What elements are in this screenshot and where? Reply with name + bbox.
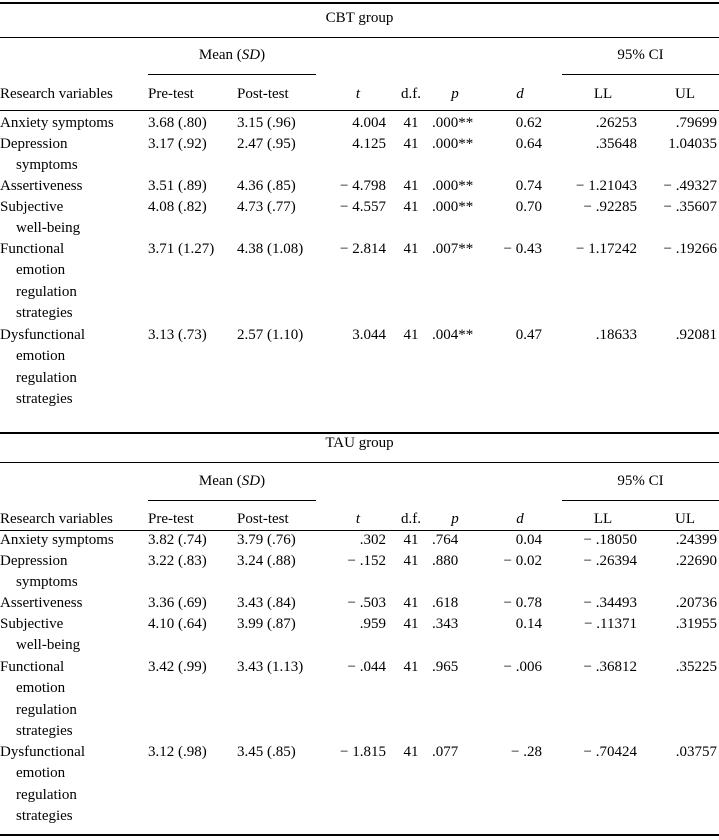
row-variable-label: regulation xyxy=(16,701,77,718)
mean-sd-rule xyxy=(148,500,316,501)
cell-pre: 4.08 (.82) xyxy=(148,199,207,215)
col-header-d: d xyxy=(516,86,524,102)
paren: ( xyxy=(233,47,242,63)
cell-d: 0.74 xyxy=(515,178,542,194)
col-header-post: Post-test xyxy=(237,86,289,102)
col-header-pre: Pre-test xyxy=(148,511,194,527)
row-variable-label: Anxiety symptoms xyxy=(0,115,114,131)
paren: ) xyxy=(260,473,266,489)
col-header-t: t xyxy=(355,86,361,102)
group-title-rule xyxy=(0,37,719,38)
cell-ll: − 1.17242 xyxy=(576,241,637,257)
row-variable-label: well-being xyxy=(16,220,81,237)
cell-ll: .18633 xyxy=(595,327,637,343)
cell-p: .880 xyxy=(432,553,459,569)
cell-df: 41 xyxy=(403,115,419,131)
mean-sd-spanner xyxy=(148,46,316,64)
col-header-ul: UL xyxy=(675,511,695,527)
col-header-ll: LL xyxy=(593,86,613,102)
cell-ul: .20736 xyxy=(675,595,717,611)
row-variable-label: Functional xyxy=(0,659,65,675)
ci-rule xyxy=(562,500,719,501)
cell-t: − .044 xyxy=(347,659,386,675)
cell-ul: − .49327 xyxy=(663,178,717,194)
sd-label: SD xyxy=(241,473,261,489)
cell-ll: − .18050 xyxy=(583,532,637,548)
row-variable-label: well-being xyxy=(16,637,81,654)
row-variable-label: symptoms xyxy=(16,157,78,174)
cell-t: − 4.557 xyxy=(340,199,386,215)
col-header-ul: UL xyxy=(675,86,695,102)
cell-df: 41 xyxy=(403,532,419,548)
cell-post: 3.43 (.84) xyxy=(237,595,296,611)
mean-sd-spanner xyxy=(148,472,316,490)
row-variable-label: symptoms xyxy=(16,574,78,591)
cell-post: 4.38 (1.08) xyxy=(237,241,304,257)
ci-spanner: 95% CI xyxy=(617,47,664,63)
cell-t: 4.004 xyxy=(352,115,386,131)
cell-ll: − .70424 xyxy=(583,744,637,760)
cell-df: 41 xyxy=(403,595,419,611)
row-variable-label: Subjective xyxy=(0,616,64,632)
col-header-df: d.f. xyxy=(401,511,421,527)
cell-df: 41 xyxy=(403,553,419,569)
row-variable-label: Depression xyxy=(0,553,68,569)
cell-d: 0.47 xyxy=(515,327,542,343)
cell-ll: .35648 xyxy=(595,136,637,152)
cell-post: 3.99 (.87) xyxy=(237,616,296,632)
col-header-pre: Pre-test xyxy=(148,86,194,102)
cell-ul: .92081 xyxy=(675,327,717,343)
cell-p: .000** xyxy=(432,178,474,194)
mean-label: Mean xyxy=(198,47,234,63)
cell-post: 2.57 (1.10) xyxy=(237,327,304,343)
cell-pre: 3.51 (.89) xyxy=(148,178,207,194)
row-variable-label: Dysfunctional xyxy=(0,327,85,343)
cell-t: − .503 xyxy=(347,595,386,611)
cell-p: .077 xyxy=(432,744,459,760)
cell-post: 4.73 (.77) xyxy=(237,199,296,215)
col-header-p: p xyxy=(451,511,459,527)
cell-d: 0.14 xyxy=(515,616,542,632)
cell-t: − 2.814 xyxy=(340,241,386,257)
group-title-rule xyxy=(0,462,719,463)
row-variable-label: emotion xyxy=(16,348,66,365)
cell-ul: .22690 xyxy=(675,553,717,569)
cell-p: .000** xyxy=(432,199,474,215)
cell-df: 41 xyxy=(403,327,419,343)
cell-d: − 0.78 xyxy=(503,595,542,611)
cell-t: .302 xyxy=(359,532,386,548)
cell-p: .007** xyxy=(432,241,474,257)
cell-post: 3.45 (.85) xyxy=(237,744,296,760)
cell-ul: − .19266 xyxy=(663,241,717,257)
cell-ll: − .26394 xyxy=(583,553,637,569)
row-variable-label: Assertiveness xyxy=(0,595,83,611)
col-header-post: Post-test xyxy=(237,511,289,527)
row-variable-label: Subjective xyxy=(0,199,64,215)
cell-pre: 3.82 (.74) xyxy=(148,532,207,548)
paren: ( xyxy=(233,473,242,489)
cell-post: 3.24 (.88) xyxy=(237,553,296,569)
cell-d: 0.64 xyxy=(515,136,542,152)
row-variable-label: Depression xyxy=(0,136,68,152)
row-variable-label: regulation xyxy=(16,369,77,386)
cell-p: .343 xyxy=(432,616,459,632)
cell-d: − .006 xyxy=(503,659,542,675)
cell-ul: .24399 xyxy=(675,532,717,548)
cell-pre: 3.22 (.83) xyxy=(148,553,207,569)
header-rule xyxy=(0,110,719,111)
cell-df: 41 xyxy=(403,178,419,194)
cell-ll: − .92285 xyxy=(583,199,637,215)
cell-ul: − .35607 xyxy=(663,199,717,215)
cell-pre: 3.13 (.73) xyxy=(148,327,207,343)
cell-t: − 1.815 xyxy=(340,744,386,760)
cell-post: 3.79 (.76) xyxy=(237,532,296,548)
cell-t: 4.125 xyxy=(352,136,386,152)
row-variable-label: Functional xyxy=(0,241,65,257)
cell-ul: 1.04035 xyxy=(668,136,717,152)
cell-p: .618 xyxy=(432,595,459,611)
cell-d: − 0.43 xyxy=(503,241,542,257)
cell-p: .000** xyxy=(432,115,474,131)
cell-pre: 4.10 (.64) xyxy=(148,616,207,632)
row-variable-label: emotion xyxy=(16,765,66,782)
cell-p: .004** xyxy=(432,327,474,343)
cell-pre: 3.17 (.92) xyxy=(148,136,207,152)
row-variable-label: strategies xyxy=(16,391,73,408)
cell-t: − .152 xyxy=(347,553,386,569)
row-variable-label: strategies xyxy=(16,723,73,740)
group-title: CBT group xyxy=(325,10,394,26)
cell-pre: 3.36 (.69) xyxy=(148,595,207,611)
cell-d: 0.62 xyxy=(515,115,542,131)
cell-ul: .79699 xyxy=(675,115,717,131)
row-variable-label: emotion xyxy=(16,680,66,697)
col-header-df: d.f. xyxy=(401,86,421,102)
row-variable-label: strategies xyxy=(16,305,73,322)
cell-ul: .35225 xyxy=(675,659,717,675)
group-title: TAU group xyxy=(325,435,394,451)
mean-sd-rule xyxy=(148,74,316,75)
col-header-t: t xyxy=(355,511,361,527)
ci-rule xyxy=(562,74,719,75)
cell-pre: 3.68 (.80) xyxy=(148,115,207,131)
row-variable-label: regulation xyxy=(16,283,77,300)
cell-df: 41 xyxy=(403,616,419,632)
cell-p: .764 xyxy=(432,532,459,548)
cell-ll: − .34493 xyxy=(583,595,637,611)
cell-post: 4.36 (.85) xyxy=(237,178,296,194)
cell-pre: 3.42 (.99) xyxy=(148,659,207,675)
cell-df: 41 xyxy=(403,199,419,215)
cell-t: .959 xyxy=(359,616,386,632)
cell-d: 0.04 xyxy=(515,532,542,548)
cell-p: .965 xyxy=(432,659,459,675)
row-variable-label: regulation xyxy=(16,786,77,803)
col-header-p: p xyxy=(451,86,459,102)
sd-label: SD xyxy=(241,47,261,63)
cell-ll: − 1.21043 xyxy=(576,178,637,194)
cell-post: 3.43 (1.13) xyxy=(237,659,304,675)
row-variable-label: Anxiety symptoms xyxy=(0,532,114,548)
cell-ll: − .11371 xyxy=(584,616,637,632)
ci-spanner: 95% CI xyxy=(617,473,664,489)
cell-d: 0.70 xyxy=(515,199,542,215)
cell-d: − 0.02 xyxy=(503,553,542,569)
row-variable-label: emotion xyxy=(16,262,66,279)
col-header-ll: LL xyxy=(593,511,613,527)
table-bottom-rule xyxy=(0,834,719,836)
cell-ll: .26253 xyxy=(595,115,637,131)
row-variable-label: Assertiveness xyxy=(0,178,83,194)
paren: ) xyxy=(260,47,266,63)
cell-post: 2.47 (.95) xyxy=(237,136,296,152)
mean-label: Mean xyxy=(198,473,234,489)
row-variable-label: strategies xyxy=(16,808,73,825)
cell-ll: − .36812 xyxy=(583,659,637,675)
cell-t: − 4.798 xyxy=(340,178,386,194)
col-header-variable: Research variables xyxy=(0,86,113,102)
cell-pre: 3.71 (1.27) xyxy=(148,241,215,257)
cell-df: 41 xyxy=(403,136,419,152)
row-variable-label: Dysfunctional xyxy=(0,744,85,760)
cell-df: 41 xyxy=(403,659,419,675)
section-top-rule xyxy=(0,2,719,4)
cell-ul: .03757 xyxy=(675,744,717,760)
col-header-variable: Research variables xyxy=(0,511,113,527)
cell-post: 3.15 (.96) xyxy=(237,115,296,131)
cell-pre: 3.12 (.98) xyxy=(148,744,207,760)
cell-df: 41 xyxy=(403,241,419,257)
cell-df: 41 xyxy=(403,744,419,760)
cell-p: .000** xyxy=(432,136,474,152)
cell-t: 3.044 xyxy=(352,327,386,343)
col-header-d: d xyxy=(516,511,524,527)
cell-ul: .31955 xyxy=(675,616,717,632)
cell-d: − .28 xyxy=(511,744,542,760)
